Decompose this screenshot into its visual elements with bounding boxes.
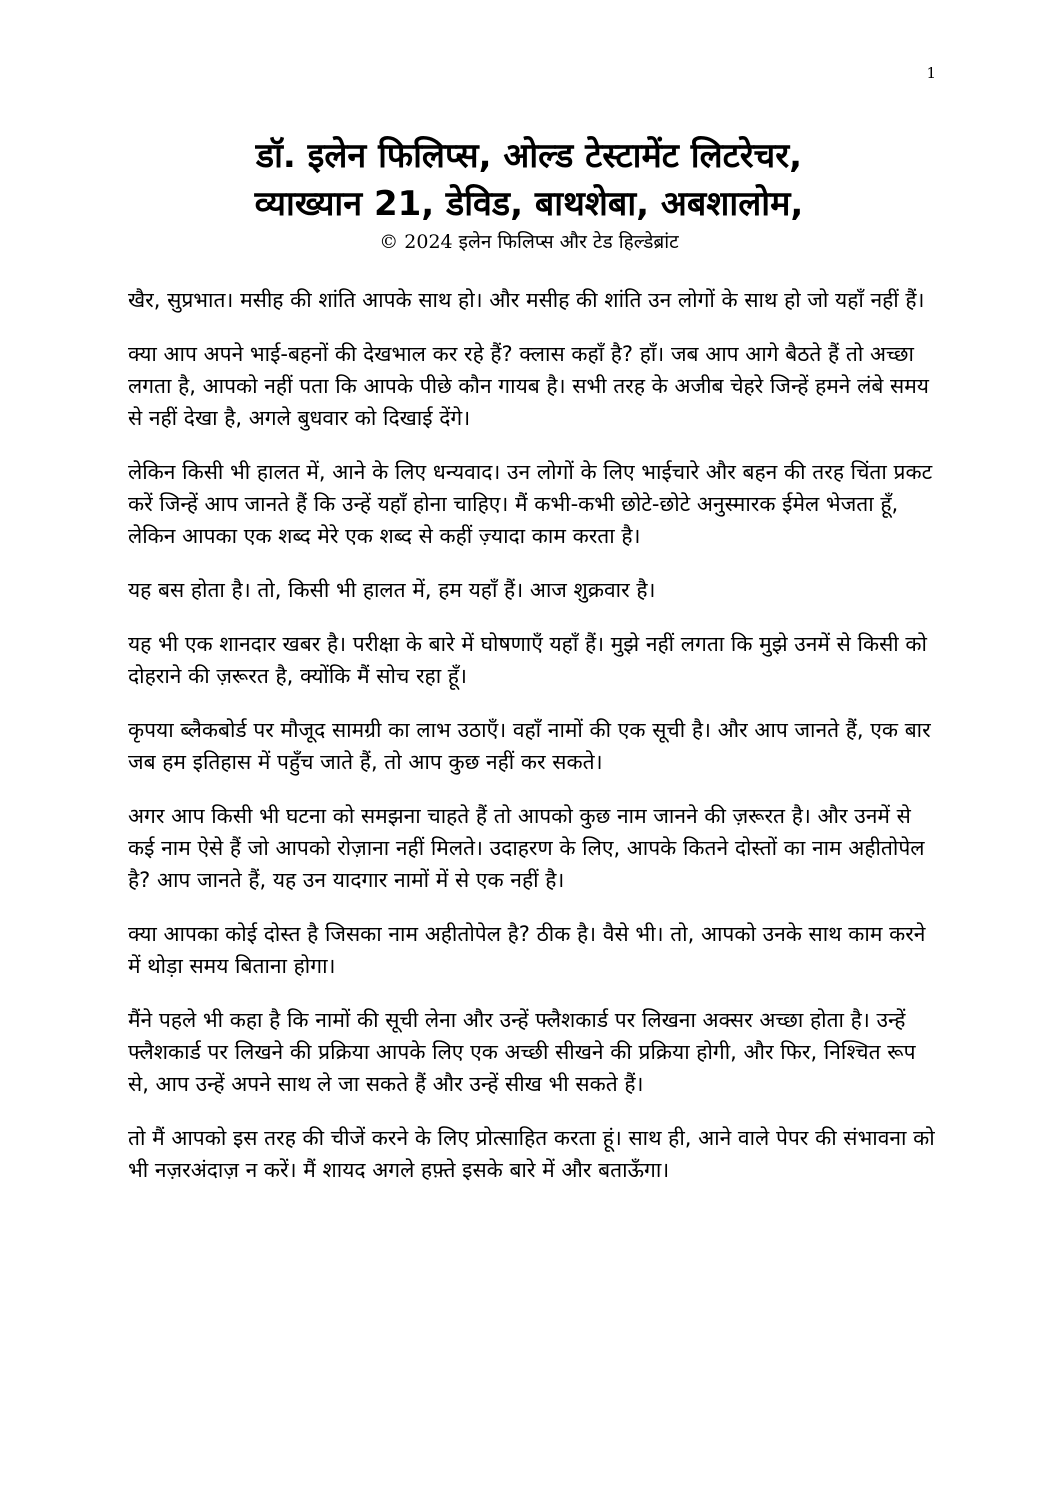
document-header bbox=[90, 132, 968, 256]
paragraph: क्या आपका कोई दोस्त है जिसका नाम अहीतोपेल है? ठीक है। वैसे भी। तो, आपको उनके साथ काम करने में थोड़ा समय बिताना होगा। bbox=[128, 922, 926, 978]
paragraph: तो मैं आपको इस तरह की चीजें करने के लिए प्रोत्साहित करता हूं। साथ ही, आने वाले पेपर की संभावना को भी नज़रअंदाज़ न करें। मैं शायद अगले हफ़्ते इसके बारे में और बताऊँगा। bbox=[128, 1126, 935, 1182]
paragraph: यह बस होता है। तो, किसी भी हालत में, हम यहाँ हैं। आज शुक्रवार है। bbox=[128, 578, 656, 602]
paragraph: लेकिन किसी भी हालत में, आने के लिए धन्यवाद। उन लोगों के लिए भाईचारे और बहन की तरह चिंता प्रकट करें जिन्हें आप जानते हैं कि उन्हें यहाँ होना चाहिए। मैं कभी-कभी छोटे-छोटे अनुस्मारक ईमेल भेजता हूँ, लेकिन आपका एक शब्द मेरे एक शब्द से कहीं ज़्यादा काम करता है। bbox=[128, 460, 933, 548]
paragraph: यह भी एक शानदार खबर है। परीक्षा के बारे में घोषणाएँ यहाँ हैं। मुझे नहीं लगता कि मुझे उनमें से किसी को दोहराने की ज़रूरत है, क्योंकि मैं सोच रहा हूँ। bbox=[128, 632, 927, 688]
document-title-line-2: व्याख्यान 21, डेविड, बाथशेबा, अबशालोम, bbox=[254, 184, 804, 224]
paragraph: क्या आप अपने भाई-बहनों की देखभाल कर रहे हैं? क्लास कहाँ है? हाँ। जब आप आगे बैठते हैं तो अच्छा लगता है, आपको नहीं पता कि आपके पीछे कौन गायब है। सभी तरह के अजीब चेहरे जिन्हें हमने लंबे समय से नहीं देखा है, अगले बुधवार को दिखाई देंगे। bbox=[128, 342, 929, 430]
paragraph: मैंने पहले भी कहा है कि नामों की सूची लेना और उन्हें फ्लैशकार्ड पर लिखना अक्सर अच्छा होता है। उन्हें फ्लैशकार्ड पर लिखने की प्रक्रिया आपके लिए एक अच्छी सीखने की प्रक्रिया होगी, और फिर, निश्चित रूप से, आप उन्हें अपने साथ ले जा सकते हैं और उन्हें सीख भी सकते हैं। bbox=[128, 1008, 916, 1096]
paragraph: खैर, सुप्रभात। मसीह की शांति आपके साथ हो। और मसीह की शांति उन लोगों के साथ हो जो यहाँ नहीं हैं। bbox=[128, 288, 925, 312]
paragraph: अगर आप किसी भी घटना को समझना चाहते हैं तो आपको कुछ नाम जानने की ज़रूरत है। और उनमें से कई नाम ऐसे हैं जो आपको रोज़ाना नहीं मिलते। उदाहरण के लिए, आपके कितने दोस्तों का नाम अहीतोपेल है? आप जानते हैं, यह उन यादगार नामों में से एक नहीं है। bbox=[128, 804, 925, 892]
page-number: 1 bbox=[926, 64, 936, 82]
transcript-body bbox=[128, 284, 938, 1208]
document-title-line-1: डॉ. इलेन फिलिप्स, ओल्ड टेस्टामेंट लिटरेचर, bbox=[255, 136, 803, 176]
paragraph: कृपया ब्लैकबोर्ड पर मौजूद सामग्री का लाभ उठाएँ। वहाँ नामों की एक सूची है। और आप जानते हैं, एक बार जब हम इतिहास में पहुँच जाते हैं, तो आप कुछ नहीं कर सकते। bbox=[128, 718, 931, 774]
copyright-notice: © 2024 इलेन फिलिप्स और टेड हिल्डेब्रांट bbox=[379, 231, 679, 253]
